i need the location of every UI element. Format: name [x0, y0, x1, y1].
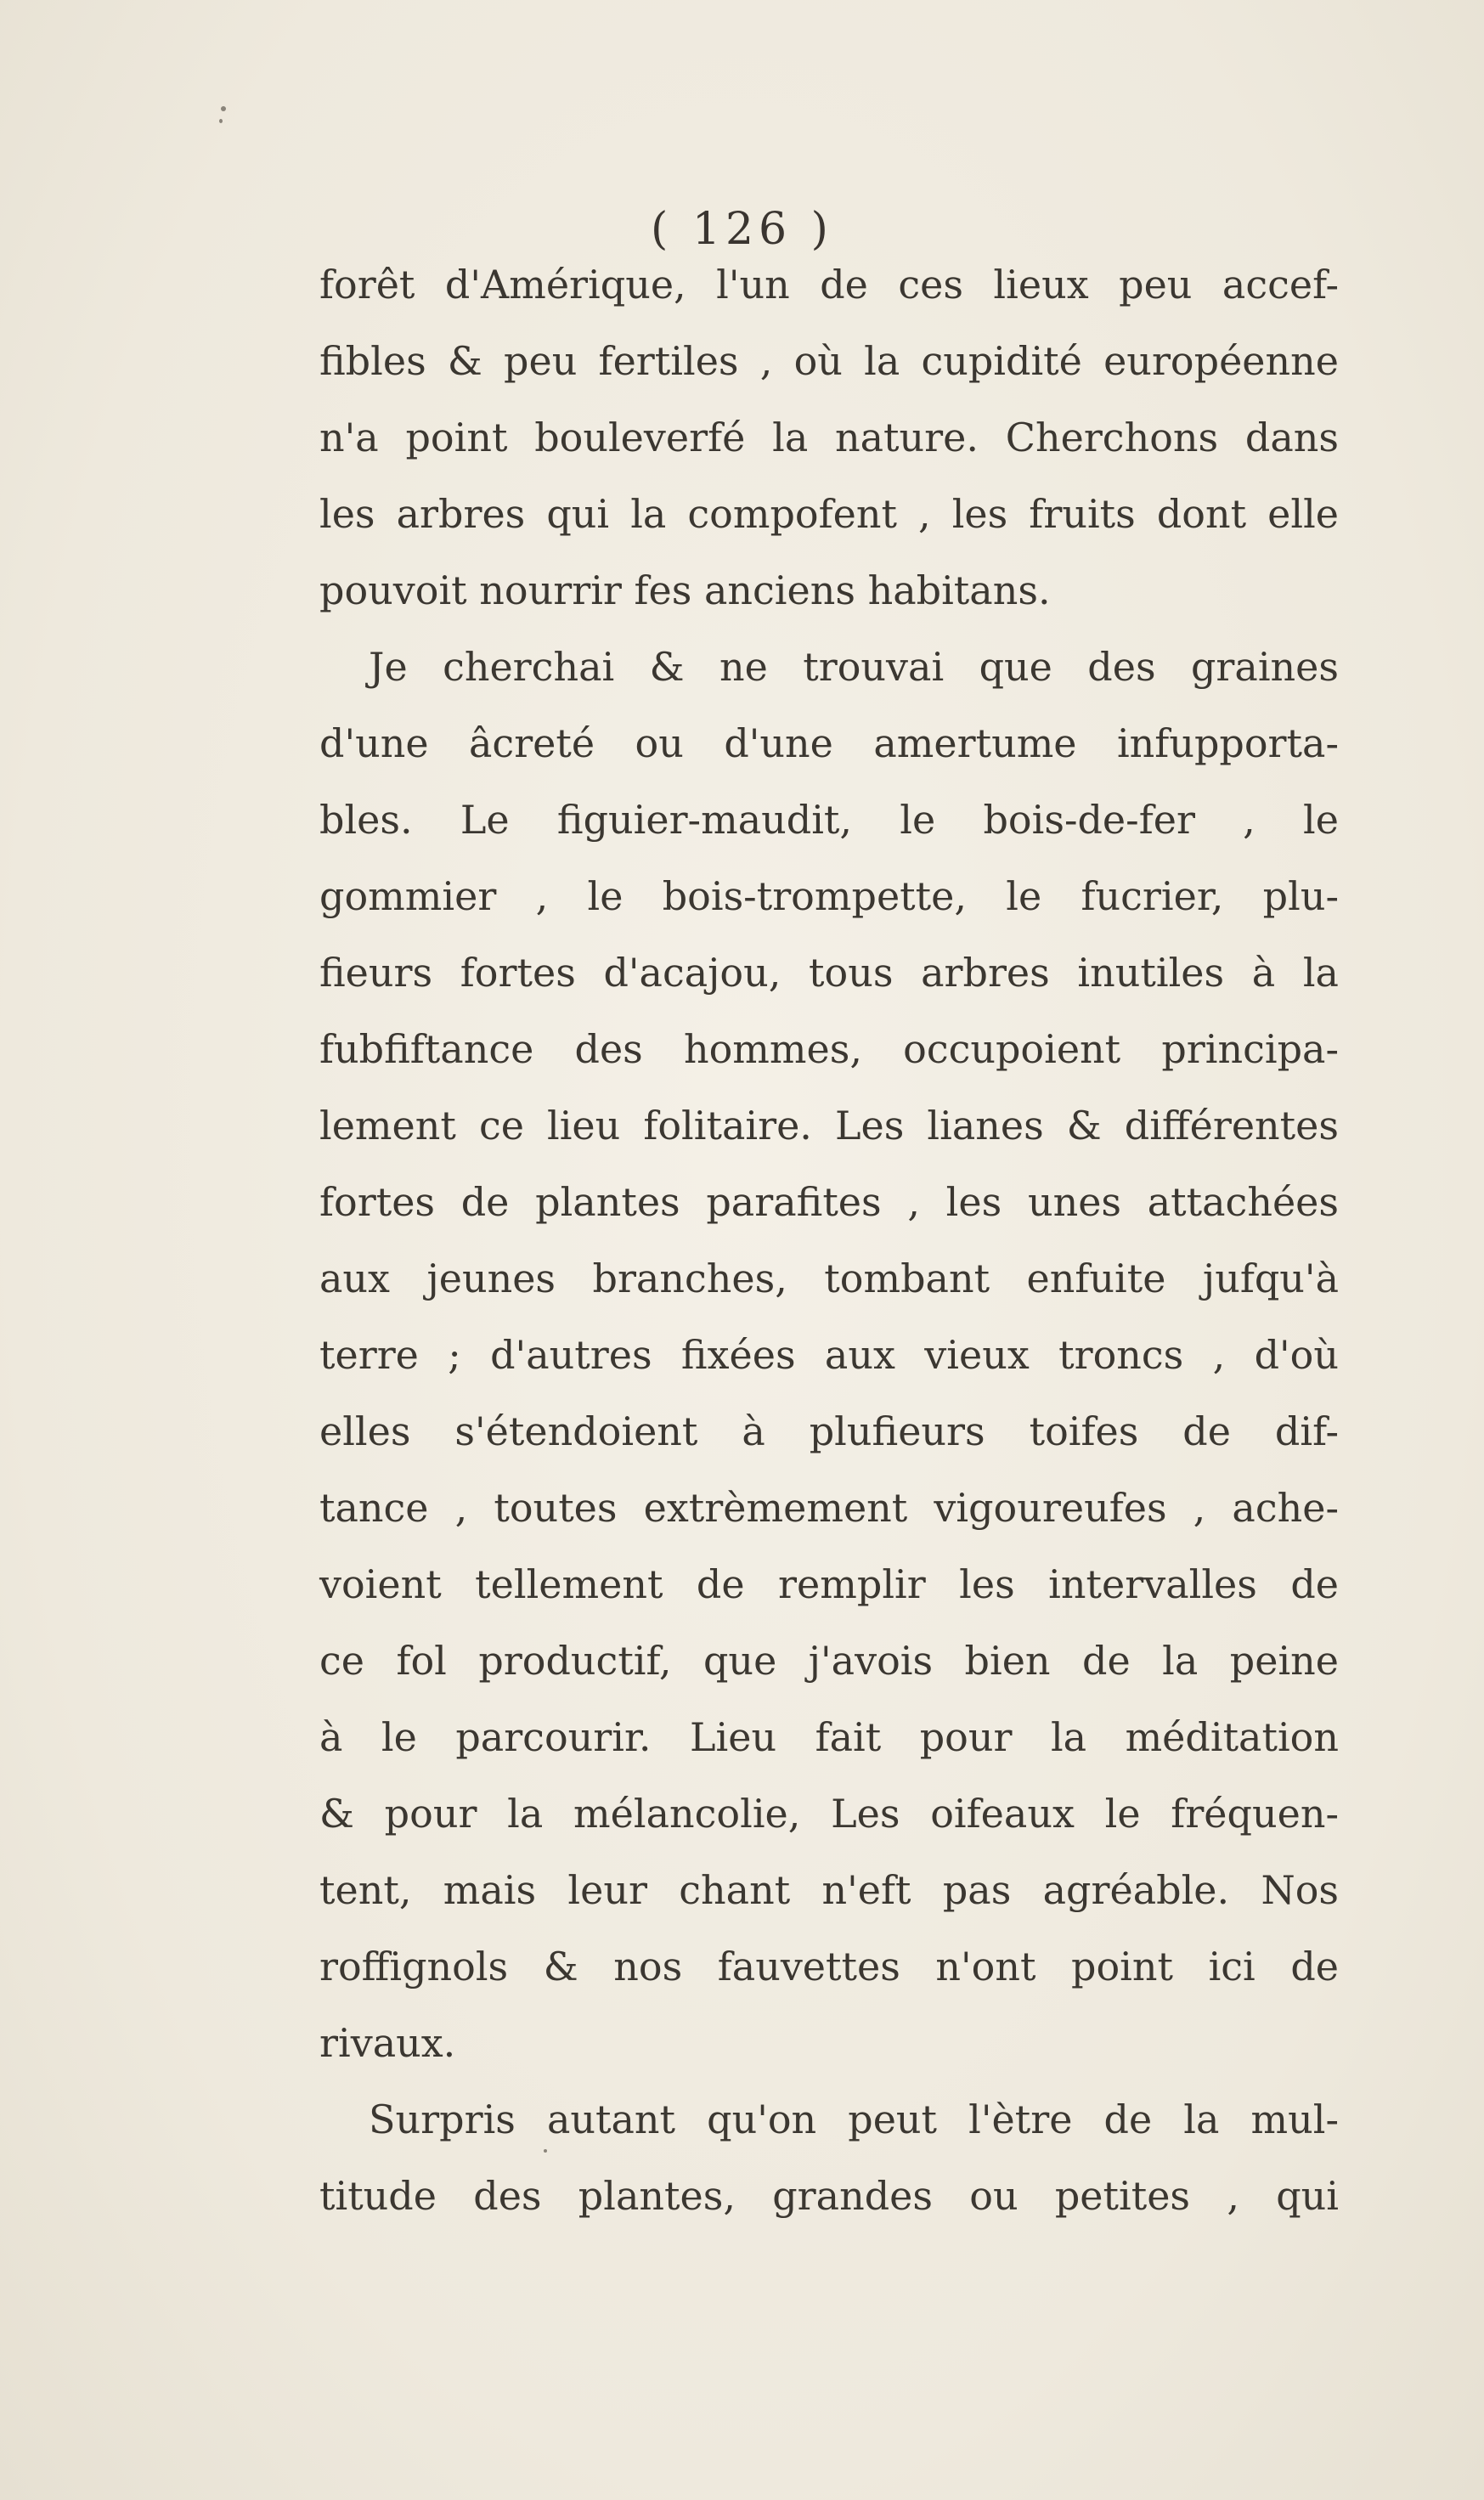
text-line: & pour la mélancolie, Les oifeaux le fréquen- — [319, 1791, 1339, 1837]
text-line: pouvoit nourrir fes anciens habitans. — [319, 567, 1051, 613]
text-line: d'une âcreté ou d'une amertume infupporta- — [319, 720, 1339, 766]
text-line: les arbres qui la compofent , les fruits dont elle — [319, 491, 1339, 537]
text-line: fubfiftance des hommes, occupoient principa- — [319, 1026, 1339, 1072]
page-number: ( 126 ) — [651, 204, 833, 255]
body-text — [319, 246, 1339, 2234]
text-line: fieurs fortes d'acajou, tous arbres inutiles à la — [319, 950, 1339, 996]
text-line: lement ce lieu folitaire. Les lianes & différentes — [319, 1103, 1339, 1148]
text-line: bles. Le figuier-maudit, le bois-de-fer , le — [319, 797, 1339, 843]
text-line: ce fol productif, que j'avois bien de la peine — [319, 1638, 1339, 1684]
text-line: à le parcourir. Lieu fait pour la méditation — [319, 1714, 1339, 1760]
text-line: rivaux. — [319, 2020, 456, 2066]
text-line: roffignols & nos fauvettes n'ont point ici de — [319, 1944, 1339, 1989]
text-line: fortes de plantes parafites , les unes attachées — [319, 1179, 1339, 1225]
paragraph-start-line: Je cherchai & ne trouvai que des graines — [369, 644, 1339, 690]
text-line: terre ; d'autres fixées aux vieux troncs , d'où — [319, 1332, 1339, 1378]
text-line: tance , toutes extrèmement vigoureufes , ache- — [319, 1485, 1339, 1531]
text-line: forêt d'Amérique, l'un de ces lieux peu accef- — [319, 262, 1339, 308]
text-line: aux jeunes branches, tombant enfuite jufqu'à — [319, 1256, 1339, 1301]
paragraph-start-line: Surpris autant qu'on peut l'ètre de la mul- — [369, 2097, 1339, 2142]
text-line: n'a point bouleverfé la nature. Cherchons dans — [319, 415, 1339, 460]
paper-speck — [219, 119, 223, 123]
paper-speck — [544, 2149, 547, 2153]
text-line: voient tellement de remplir les intervalles de — [319, 1561, 1339, 1607]
paper-speck — [221, 106, 226, 111]
text-line: fibles & peu fertiles , où la cupidité européenne — [319, 338, 1339, 384]
text-line: elles s'étendoient à plufieurs toifes de dif- — [319, 1408, 1339, 1454]
text-line: tent, mais leur chant n'eft pas agréable. Nos — [319, 1867, 1339, 1913]
text-line: titude des plantes, grandes ou petites , qui — [319, 2173, 1339, 2219]
text-line: gommier , le bois-trompette, le fucrier, plu- — [319, 873, 1339, 919]
